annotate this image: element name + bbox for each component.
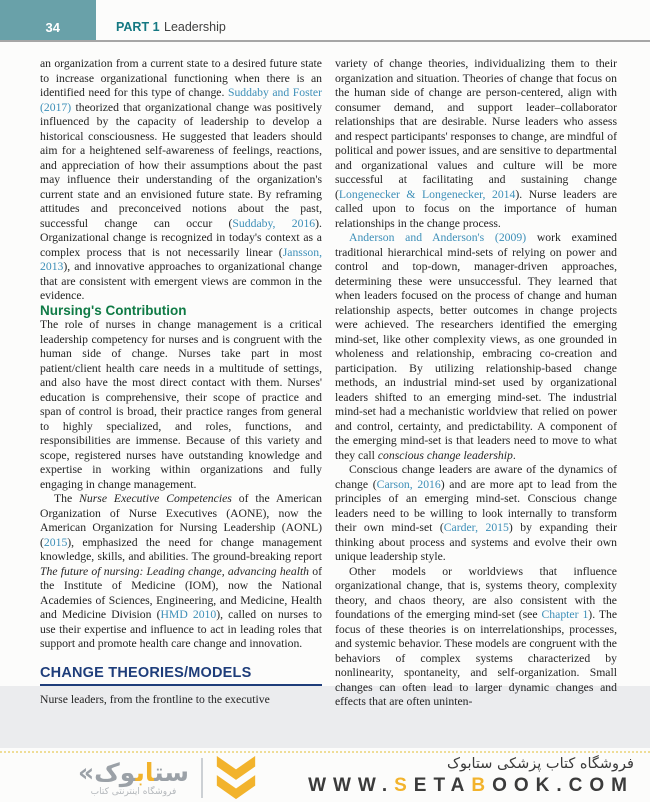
text-segment: of the Institute of Medicine (IOM), now the National Academies of Sciences, Engineering, and Medicine, Health and Medicine Division ( <box>40 564 322 621</box>
logo-guillemet: « <box>78 757 95 787</box>
text-segment: ), called on nurses to use their expertise and influence to act in leading roles that support and promote health care change and innovation. <box>40 608 322 650</box>
logo-wordmark <box>78 757 190 787</box>
setabook-logo <box>78 756 259 800</box>
logo-divider <box>201 758 203 798</box>
text-segment: ). Organizational change is recognized in today's context as a complex process that is not necessarily linear ( <box>40 216 322 259</box>
logo-text-column <box>78 757 190 797</box>
text-segment: of the American Organization of Nurse Executives (AONE), now the American Organization for Nursing Leadership (AONL) ( <box>40 492 323 549</box>
text-segment: ). The focus of these theories is on interrelationships, processes, and systemic behavior. These models are congruent with the behaviors of complex systems characterized by nonlinearity, spontaneity, and self-organization. Small changes can often lead to larger dynamic changes and effects that are often uninten- <box>335 608 618 708</box>
italic-text: Nurse Executive Competencies <box>79 492 232 505</box>
paragraph <box>40 57 322 304</box>
citation-link[interactable]: Suddaby, 2016 <box>232 216 316 230</box>
text-segment: ), emphasized the need for change management knowledge, skills, and abilities. The ground-breaking report <box>40 535 322 563</box>
logo-subtitle: فروشگاه اینترنتی کتاب <box>90 786 177 797</box>
paragraph <box>40 318 322 492</box>
citation-link[interactable]: Anderson and Anderson's (2009) <box>349 231 527 244</box>
page-content <box>40 57 617 710</box>
text-segment: work examined traditional hierarchical mind-sets of relying on power and control and top-down, manager-driven approaches, determining these were unsuccessful. They learned that when leaders focused on the process of change and human relationship aspects, better outcomes in change projects were achieved. The researchers identified the emerging mind-set, like other complexity views, as one grounded in wholeness and relationship, embracing co-creation and participation. By utilizing relationship-based change methods, an industrial mind-set used by organizational leaders shifted to an emerging mind-set. The industrial mind-set had a mechanistic worldview that relied on power and control, certainty, and predictability. A component of the emerging mind-set is that leaders need to move to what they call <box>335 231 618 462</box>
chevron-logo-icon <box>213 755 259 801</box>
italic-text: The future of nursing: Leading change, advancing health <box>40 564 310 578</box>
paragraph <box>40 693 322 708</box>
text-segment: OOK.COM <box>492 775 634 796</box>
text-segment: ETA <box>413 775 472 796</box>
text-segment: The role of nurses in change management is a critical leadership competency for nurses and is congruent with the human side of change. Nurses take part in most patient/client health care needs in a multitude of settings, and also have the most direct contact with them. Nurses' education is comprehensive, their scope of practice and span of control is broad, their practice ranges from general to highly specialized, and roles, functions, and responsibilities are immense. Because of this variety and scope, registered nurses have outstanding knowledge and expertise in working within organizations and fully engaging in change management. <box>40 318 322 491</box>
paragraph <box>40 492 322 652</box>
part-label: PART 1 <box>116 20 160 34</box>
text-segment: ست <box>154 757 190 787</box>
citation-link[interactable]: Suddaby and Foster (2017) <box>40 86 322 114</box>
text-segment: WWW. <box>308 775 395 796</box>
citation-link[interactable]: Chapter 1 <box>541 608 589 621</box>
page-number: 34 <box>45 20 60 35</box>
right-column <box>335 57 617 710</box>
text-segment: ) by expanding their thinking about process and systems and evolve their own unique leadership style. <box>335 521 617 563</box>
text-segment: theorized that organizational change was positively influenced by the capacity of leadership to develop a historical consciousness. He suggested that leaders should aim for a heightened self-awareness of feelings, reactions, and appreciation of how their assumptions about the past may influence their understanding of the organization's current state and an envisioned future state. By reframing attitudes and preconceived notions about the past, successful change can occur ( <box>40 100 322 230</box>
citation-link[interactable]: Longenecker & Longenecker, 2014 <box>338 187 516 201</box>
text-segment: Conscious change leaders are aware of the dynamics of change ( <box>335 463 617 491</box>
page-footer <box>0 756 650 800</box>
text-segment: ) and are more apt to lead from the principles of an emerging mind-set. Conscious change leaders need to be willing to look internally to transform their own mind-set ( <box>335 477 617 534</box>
accent-letter: اب <box>135 757 155 787</box>
part-title: Leadership <box>164 20 226 34</box>
paragraph <box>335 231 617 463</box>
citation-link[interactable]: 2015 <box>43 535 68 549</box>
italic-text: conscious change leadership <box>377 448 513 462</box>
logo-word-fa <box>94 758 189 787</box>
accent-letter: B <box>471 775 493 796</box>
paragraph <box>335 463 617 565</box>
accent-letter: S <box>394 775 414 796</box>
text-segment: The <box>54 492 80 505</box>
paragraph <box>335 565 617 710</box>
citation-link[interactable]: HMD 2010 <box>160 608 217 621</box>
change-theories-heading: CHANGE THEORIES/MODELS <box>40 664 252 681</box>
text-segment: an organization from a current state to a desired future state to increase organizational functioning when there is an identified need for this type of change. <box>40 57 322 99</box>
text-segment: وک <box>94 757 136 787</box>
citation-link[interactable]: Carson, 2016 <box>376 477 441 491</box>
site-url[interactable] <box>308 774 634 798</box>
left-column <box>40 57 322 710</box>
text-segment: Nurse leaders, from the frontline to the executive <box>40 693 270 706</box>
text-segment: ), and innovative approaches to organizational change that are consistent with emergent views are common in the evidence. <box>40 260 322 302</box>
store-title-farsi: فروشگاه کتاب پزشکی ستابوک <box>446 756 634 772</box>
paragraph <box>335 57 617 231</box>
page-number-block <box>0 0 96 40</box>
nursing-contribution-heading: Nursing's Contribution <box>40 302 187 318</box>
text-segment: Other models or worldviews that influence organizational change, that is, systems theory, complexity theory, and chaos theory, are also consistent with the foundations of the emerging mind-set (see <box>335 564 617 621</box>
text-segment: variety of change theories, individualizing them to their organization and situation. Theories of change that focus on the human side of change are person-centered, align with consumer demand, and support leader–collaborator relationships that are desirable. Nurse leaders who assess and respect participants' responses to change, are mindful of political and power issues, and are sensitive to departmental and organizational values and culture will be more successful at facilitating and sustaining change ( <box>335 57 617 201</box>
footer-dotted-divider <box>0 751 650 753</box>
footer-right <box>308 754 634 798</box>
page-header <box>0 0 650 42</box>
text-segment: ). Nurse leaders are called upon to focus on the importance of human relationships in the change process. <box>335 187 618 230</box>
text-segment: . <box>512 448 516 462</box>
citation-link[interactable]: Jansson, 2013 <box>40 245 322 273</box>
citation-link[interactable]: Carder, 2015 <box>443 521 509 534</box>
chapter-heading-rule <box>40 666 322 687</box>
